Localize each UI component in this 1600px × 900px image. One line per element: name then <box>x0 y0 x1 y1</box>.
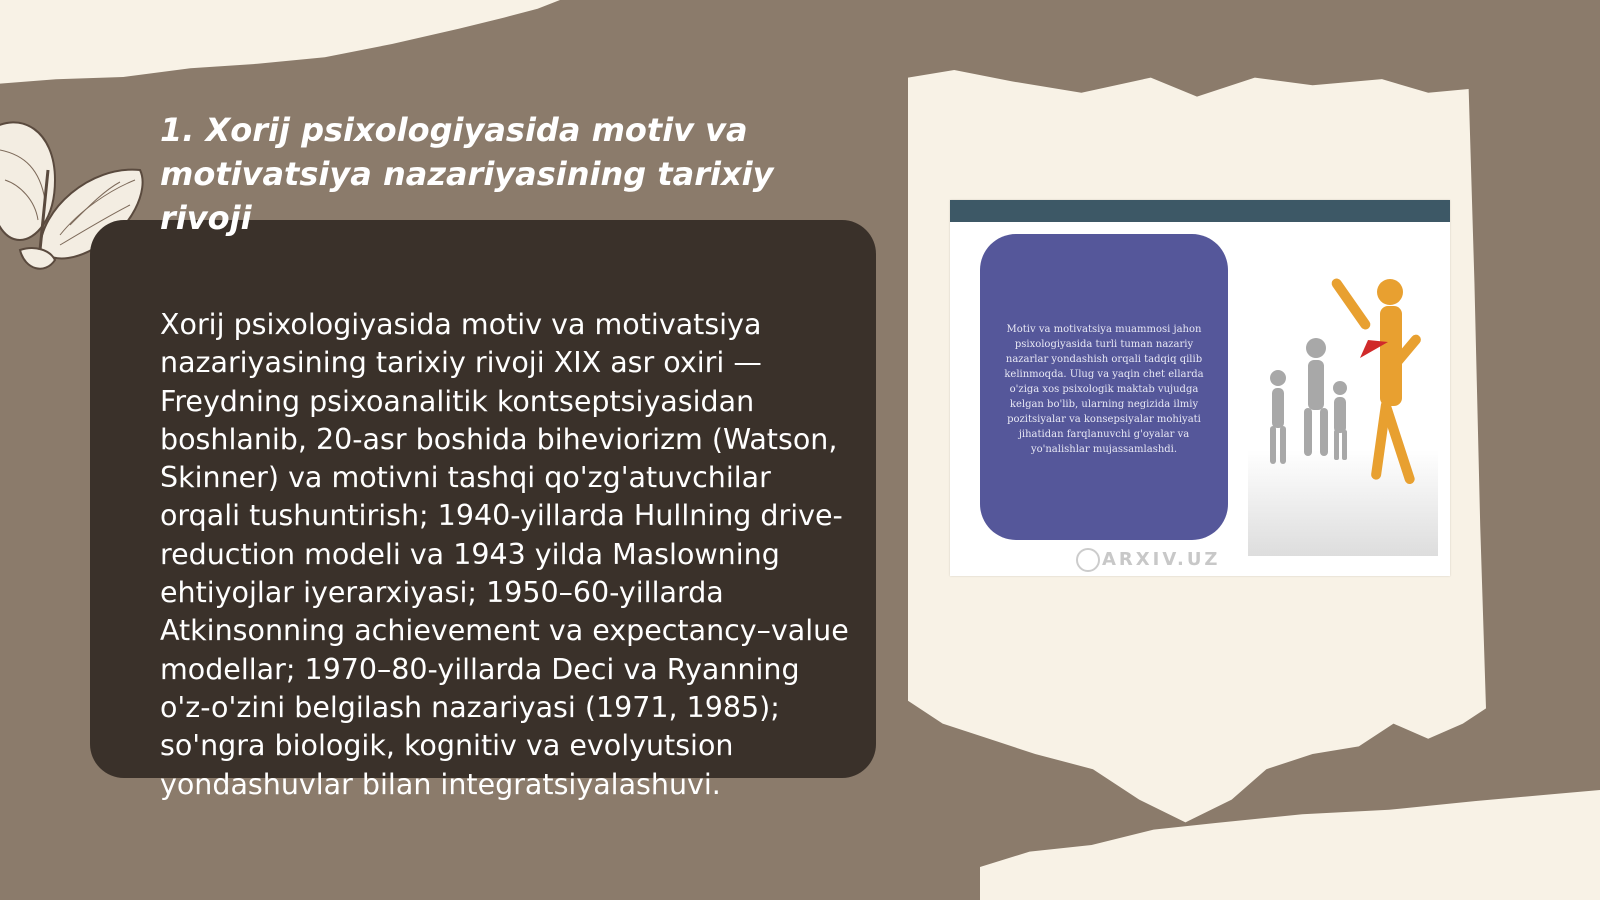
torn-paper-top-left <box>0 0 560 110</box>
watermark-circle-icon <box>1076 548 1100 572</box>
torn-paper-bottom-right <box>980 790 1600 900</box>
slide-body-text: Xorij psixologiyasida motiv va motivatsiya nazariyasining tarixiy rivoji XIX asr oxiri — Freydning psixoanalitik kontseptsiyasidan boshlanib, 20-asr boshida biheviorizm (Watson, Skinner) va motivni tashqi qo'zg'atuvchilar orqali tushuntirish; 1940-yillarda Hullning drive-reduction modeli va 1943 yilda Maslowning ehtiyojlar iyerarxiyasi; 1950–60-yillarda Atkinsonning achievement va expectancy–value modellar; 1970–80-yillarda Deci va Ryanning o'z-o'zini belgilash nazariyasi (1971, 1985); so'ngra biologik, kognitiv va evolyutsion yondashuvlar bilan integratsiyalashuvi. <box>160 308 849 801</box>
thumbnail-header-bar <box>950 200 1450 222</box>
slide-title: 1. Xorij psixologiyasida motiv va motivatsiya nazariyasining tarixiy rivoji <box>160 111 774 237</box>
slide-thumbnail-image <box>950 200 1450 576</box>
watermark: ARXIV.UZ <box>1076 548 1220 572</box>
thumbnail-text: Motiv va motivatsiya muammosi jahon psixologiyasida turli tuman nazariy nazarlar yondashish orqali tadqiq qilib kelinmoqda. Ulug va yaqin chet ellarda o'ziga xos psixologik maktab vujudga kelgan bo'lib, ularning negizida ilmiy pozitsiyalar va konsepsiyalar mohiyati jihatidan farqlanuvchi g'oyalar va yo'nalishlar mujassamlashdi. <box>1004 324 1204 455</box>
people-running-figure <box>1248 270 1438 556</box>
